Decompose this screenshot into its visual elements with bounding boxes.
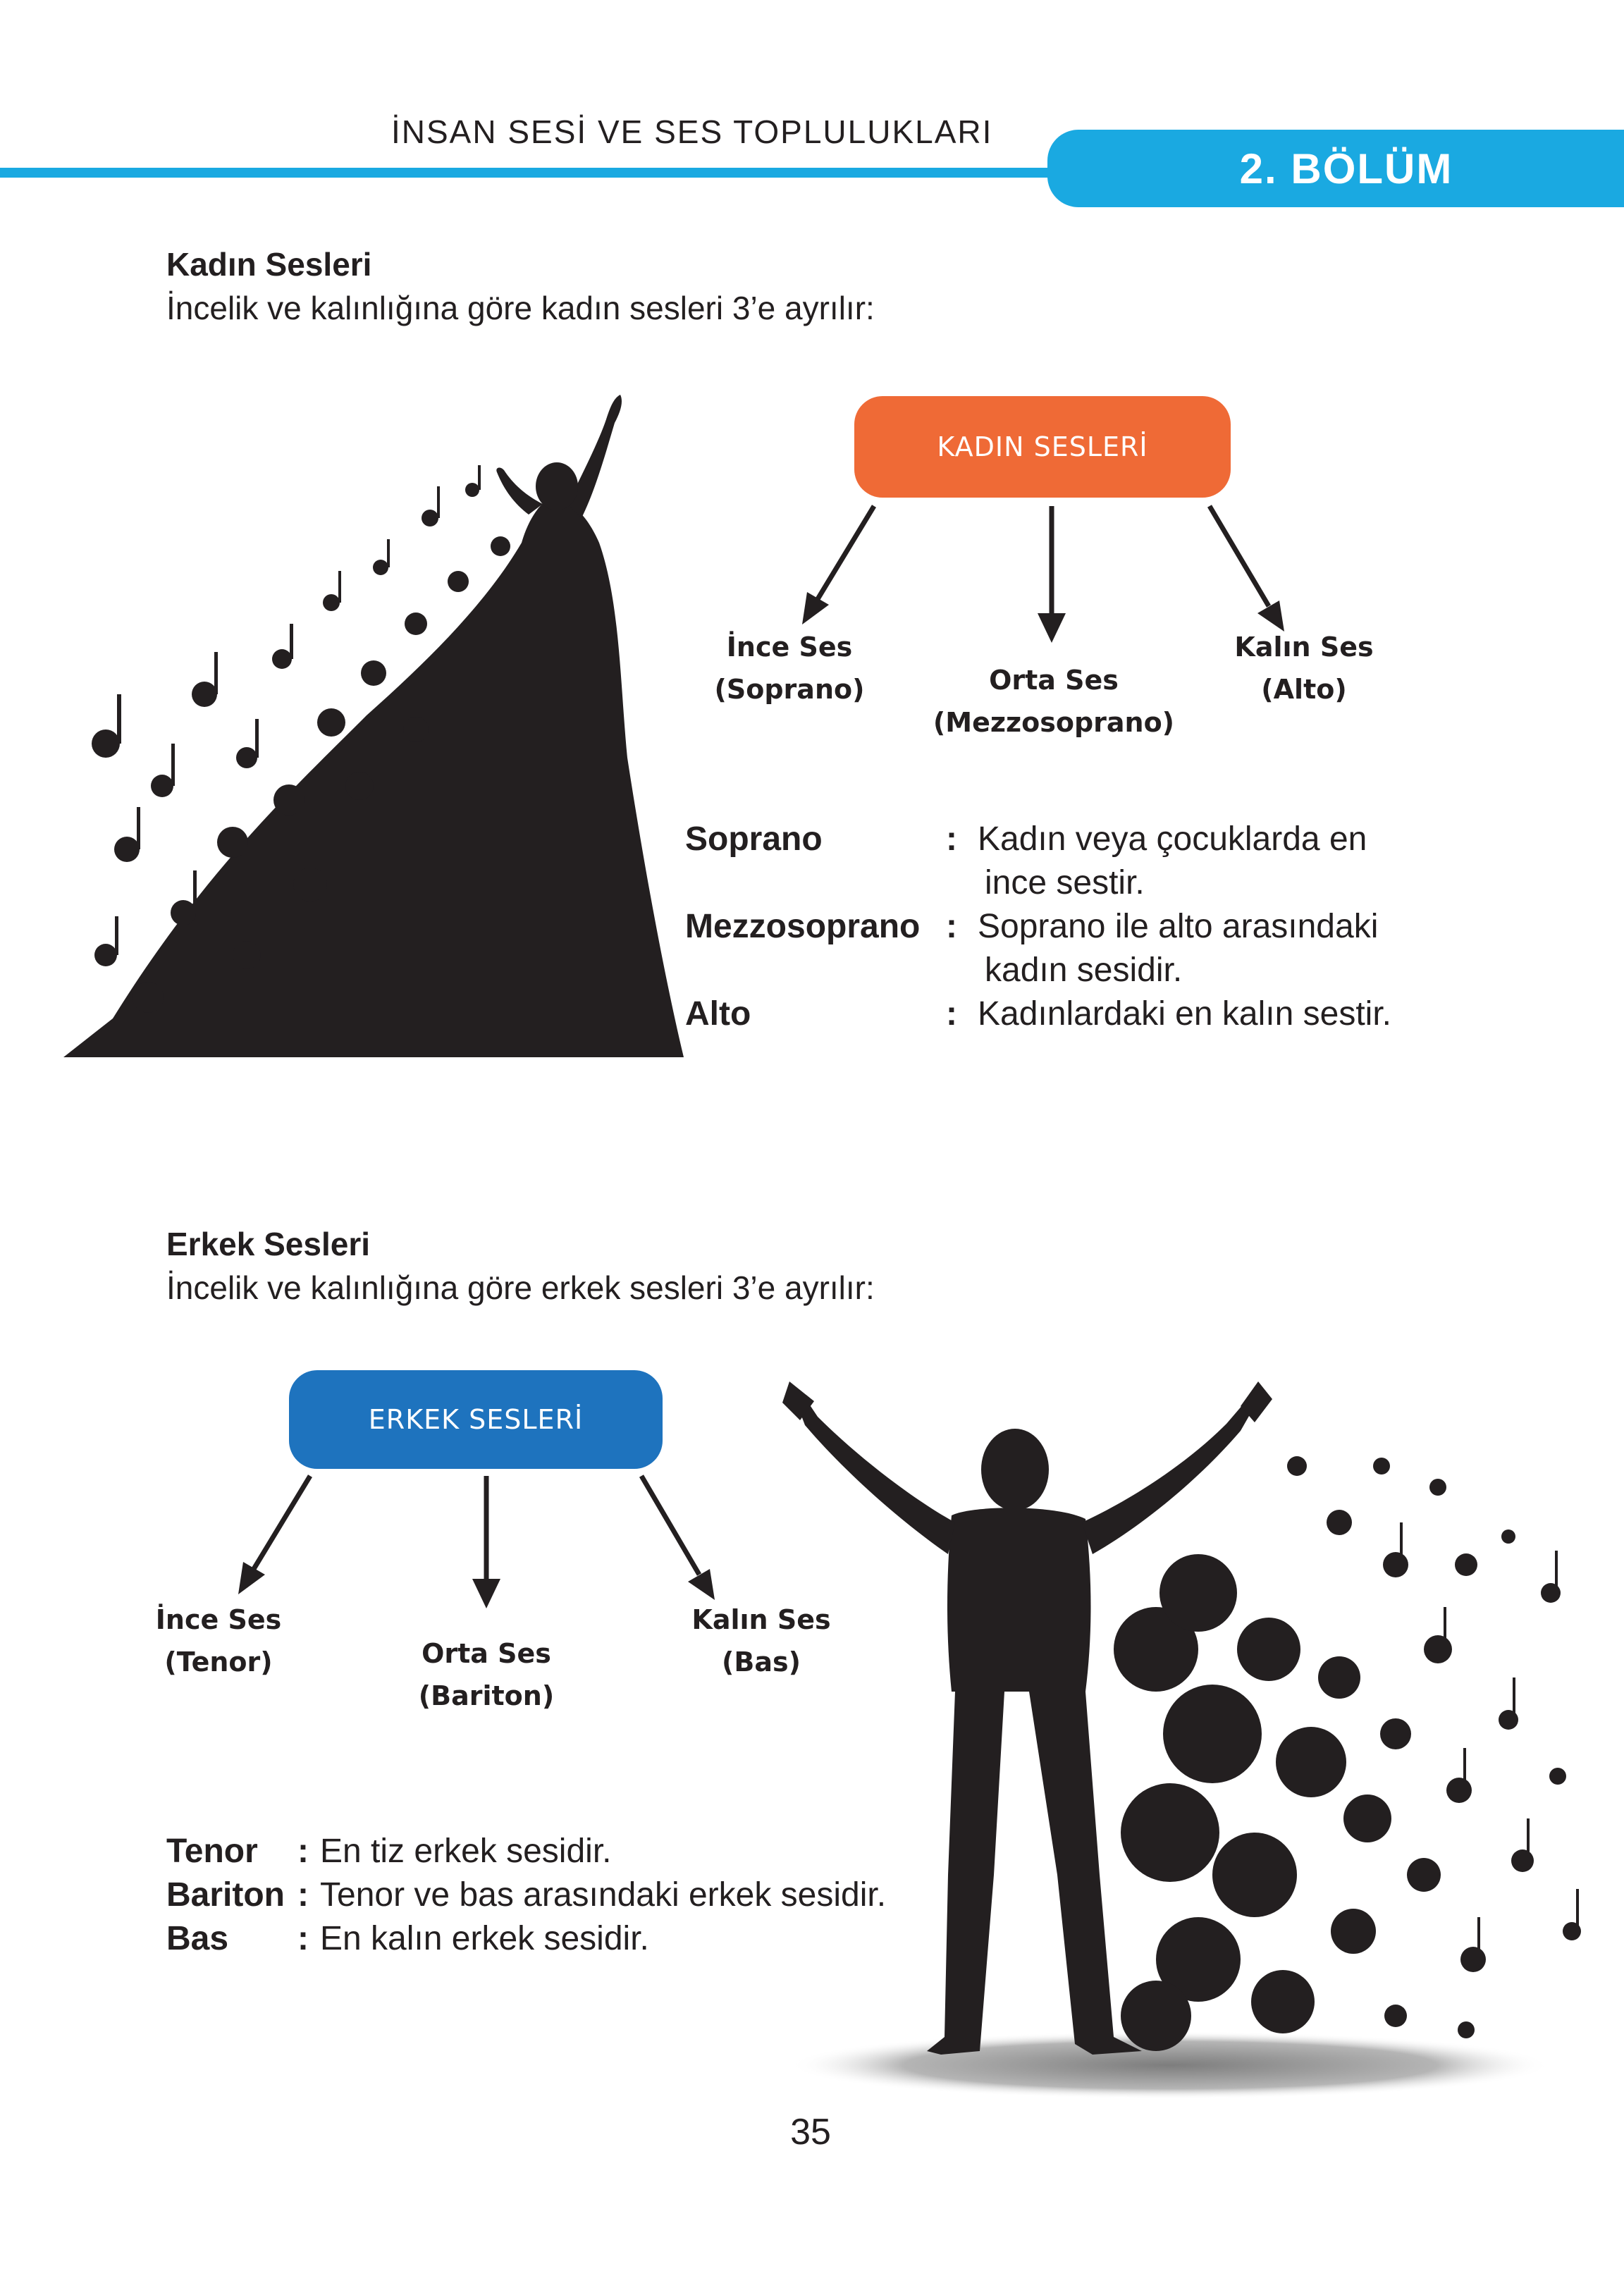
definition-text: Kadın veya çocuklarda en [978, 820, 1367, 858]
arrowhead-tenor [238, 1562, 265, 1594]
female-section-title: Kadın Sesleri [166, 246, 372, 283]
definition-text: Kadınlardaki en kalın sestir. [978, 995, 1391, 1033]
definition-colon: : [946, 908, 957, 945]
definition-term: Mezzosoprano [685, 908, 921, 945]
definition-text: En tiz erkek sesidir. [320, 1833, 612, 1870]
arrowhead-bas [688, 1569, 715, 1600]
male-section-title: Erkek Sesleri [166, 1226, 371, 1262]
header-title: İNSAN SESİ VE SES TOPLULUKLARI [391, 113, 993, 150]
label-alto: Kalın Ses (Alto) [1234, 632, 1374, 705]
definition-term: Bariton [166, 1876, 285, 1914]
arrowhead-bariton [472, 1579, 500, 1608]
label-bas: Kalın Ses (Bas) [691, 1604, 831, 1678]
definition-text: kadın sesidir. [985, 952, 1183, 989]
definition-colon: : [297, 1920, 309, 1957]
female-section-intro: İncelik ve kalınlığına göre kadın sesleri 3’e ayrılır: [166, 290, 875, 326]
definition-colon: : [297, 1876, 309, 1914]
definition-term: Tenor [166, 1833, 258, 1870]
definition-text: ince sestir. [985, 864, 1145, 901]
definition-text: Soprano ile alto arasındaki [978, 908, 1379, 945]
definition-term: Bas [166, 1920, 229, 1957]
definition-colon: : [946, 995, 957, 1033]
label-tenor: İnce Ses (Tenor) [155, 1604, 282, 1678]
arrow-to-bas [641, 1476, 699, 1575]
male-singer-silhouette [761, 1381, 1621, 2100]
page-number: 35 [790, 2112, 831, 2153]
male-voices-box: ERKEK SESLERİ [289, 1370, 663, 1469]
definition-colon: : [946, 820, 957, 858]
definition-text: En kalın erkek sesidir. [320, 1920, 649, 1957]
definition-colon: : [297, 1833, 309, 1870]
label-mezzosoprano: Orta Ses (Mezzosoprano) [933, 665, 1175, 738]
chapter-tab: 2. BÖLÜM [1047, 130, 1624, 207]
label-soprano: İnce Ses (Soprano) [714, 632, 865, 705]
definition-term: Alto [685, 995, 751, 1033]
music-notes-cloud [1114, 1456, 1581, 2051]
male-section-intro: İncelik ve kalınlığına göre erkek sesleri 3’e ayrılır: [166, 1269, 875, 1306]
female-voices-box: KADIN SESLERİ [854, 396, 1231, 498]
definition-term: Soprano [685, 820, 823, 858]
label-bariton: Orta Ses (Bariton) [418, 1638, 555, 1711]
arrow-to-tenor [254, 1476, 310, 1569]
definition-text: Tenor ve bas arasındaki erkek sesidir. [320, 1876, 887, 1914]
